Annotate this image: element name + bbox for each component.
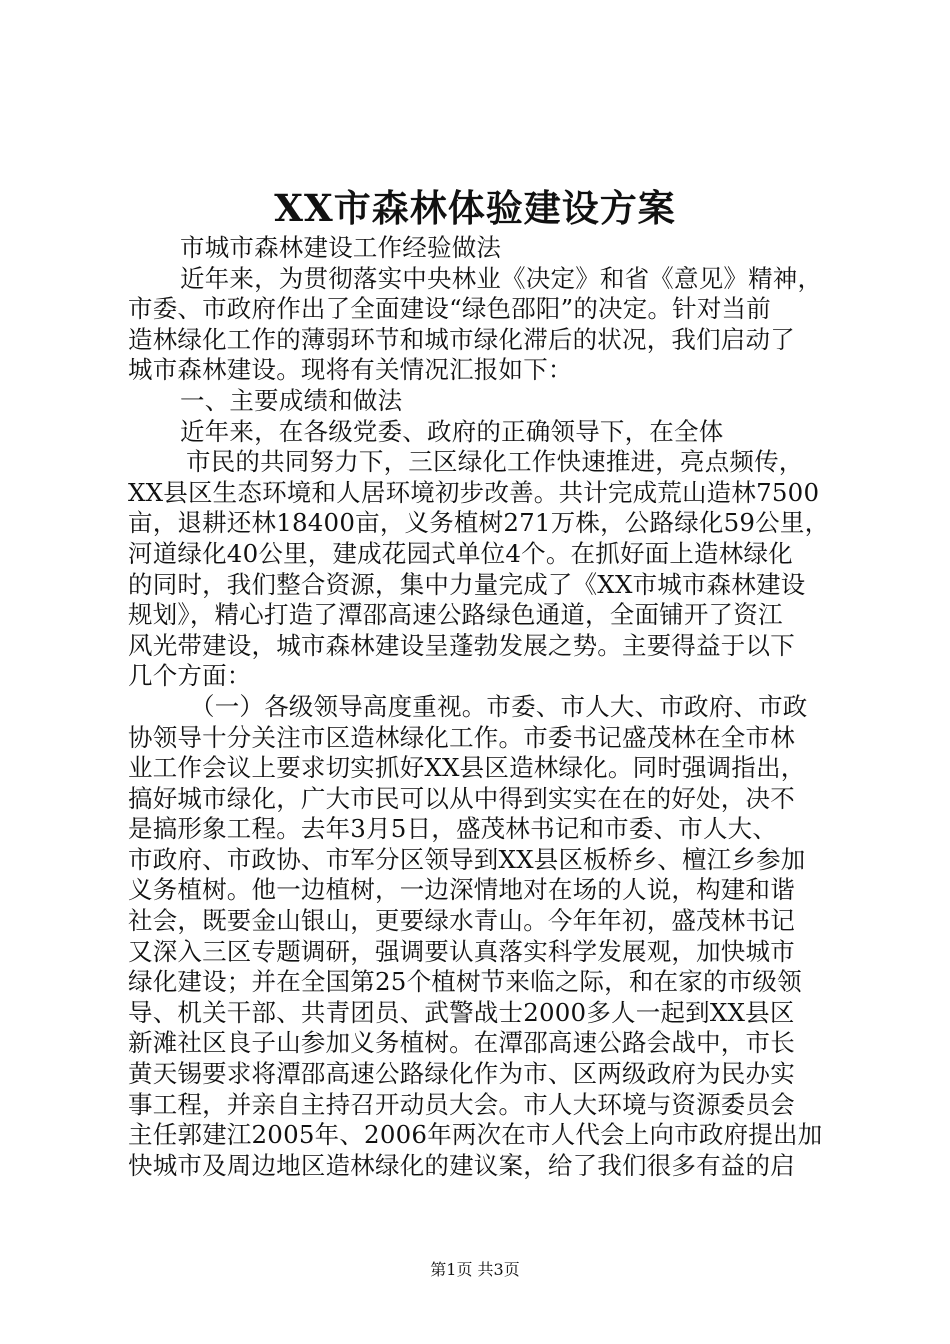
body-text-line: 事工程，并亲自主持召开动员大会。市人大环境与资源委员会 — [128, 1089, 795, 1119]
body-text-line: 义务植树。他一边植树，一边深情地对在场的人说，构建和谐 — [128, 875, 795, 905]
body-text-line: 市民的共同努力下，三区绿化工作快速推进，亮点频传， — [186, 447, 804, 477]
body-text-line: 社会，既要金山银山，更要绿水青山。今年年初，盛茂林书记 — [128, 906, 795, 936]
document-title: XX市森林体验建设方案 — [274, 186, 676, 230]
body-text-line: 近年来，在各级党委、政府的正确领导下，在全体 — [180, 416, 724, 446]
body-text-line: 造林绿化工作的薄弱环节和城市绿化滞后的状况，我们启动了 — [128, 324, 795, 354]
page-number-footer: 第1页 共3页 — [430, 1260, 520, 1279]
body-text-line: 近年来，为贯彻落实中央林业《决定》和省《意见》精神， — [180, 263, 823, 293]
body-text-line: （一）各级领导高度重视。市委、市人大、市政府、市政 — [190, 691, 808, 721]
body-text-line: 黄天锡要求将潭邵高速公路绿化作为市、区两级政府为民办实 — [128, 1059, 795, 1089]
body-text-line: 快城市及周边地区造林绿化的建议案，给了我们很多有益的启 — [128, 1150, 795, 1180]
body-text-line: 是搞形象工程。去年3月5日，盛茂林书记和市委、市人大、 — [128, 814, 778, 844]
body-text-line: XX县区生态环境和人居环境初步改善。共计完成荒山造林7500 — [128, 477, 820, 507]
body-text-line: 搞好城市绿化，广大市民可以从中得到实实在在的好处，决不 — [128, 783, 795, 813]
body-text-line: 河道绿化40公里，建成花园式单位4个。在抓好面上造林绿化 — [128, 538, 793, 568]
body-text-line: 市政府、市政协、市军分区领导到XX县区板桥乡、檀江乡参加 — [128, 844, 806, 874]
body-text-line: 协领导十分关注市区造林绿化工作。市委书记盛茂林在全市林 — [128, 722, 795, 752]
body-text-line: 市委、市政府作出了全面建设“绿色邵阳”的决定。针对当前 — [128, 294, 771, 324]
body-text-line: 规划》，精心打造了潭邵高速公路绿色通道，全面铺开了资江 — [128, 600, 783, 630]
body-text-line: 城市森林建设。现将有关情况汇报如下： — [128, 355, 573, 385]
body-text-line: 导、机关干部、共青团员、武警战士2000多人一起到XX县区 — [128, 997, 795, 1027]
body-text-line: 市城市森林建设工作经验做法 — [180, 233, 502, 262]
body-text-line: 又深入三区专题调研，强调要认真落实科学发展观，加快城市 — [128, 936, 795, 966]
body-text-line: 几个方面： — [128, 661, 252, 691]
body-text-line: 一、主要成绩和做法 — [180, 385, 403, 415]
body-text-line: 主任郭建江2005年、2006年两次在市人代会上向市政府提出加 — [128, 1120, 823, 1150]
document-body — [128, 233, 836, 1181]
body-text-line: 新滩社区良子山参加义务植树。在潭邵高速公路会战中，市长 — [128, 1028, 795, 1058]
body-text-line: 的同时，我们整合资源，集中力量完成了《XX市城市森林建设 — [128, 569, 806, 599]
body-text-line: 绿化建设；并在全国第25个植树节来临之际，和在家的市级领 — [128, 967, 802, 997]
body-text-line: 亩，退耕还林18400亩，义务植树271万株，公路绿化59公里， — [128, 508, 830, 538]
body-text-line: 业工作会议上要求切实抓好XX县区造林绿化。同时强调指出， — [128, 753, 806, 783]
body-text-line: 风光带建设，城市森林建设呈蓬勃发展之势。主要得益于以下 — [128, 630, 795, 660]
